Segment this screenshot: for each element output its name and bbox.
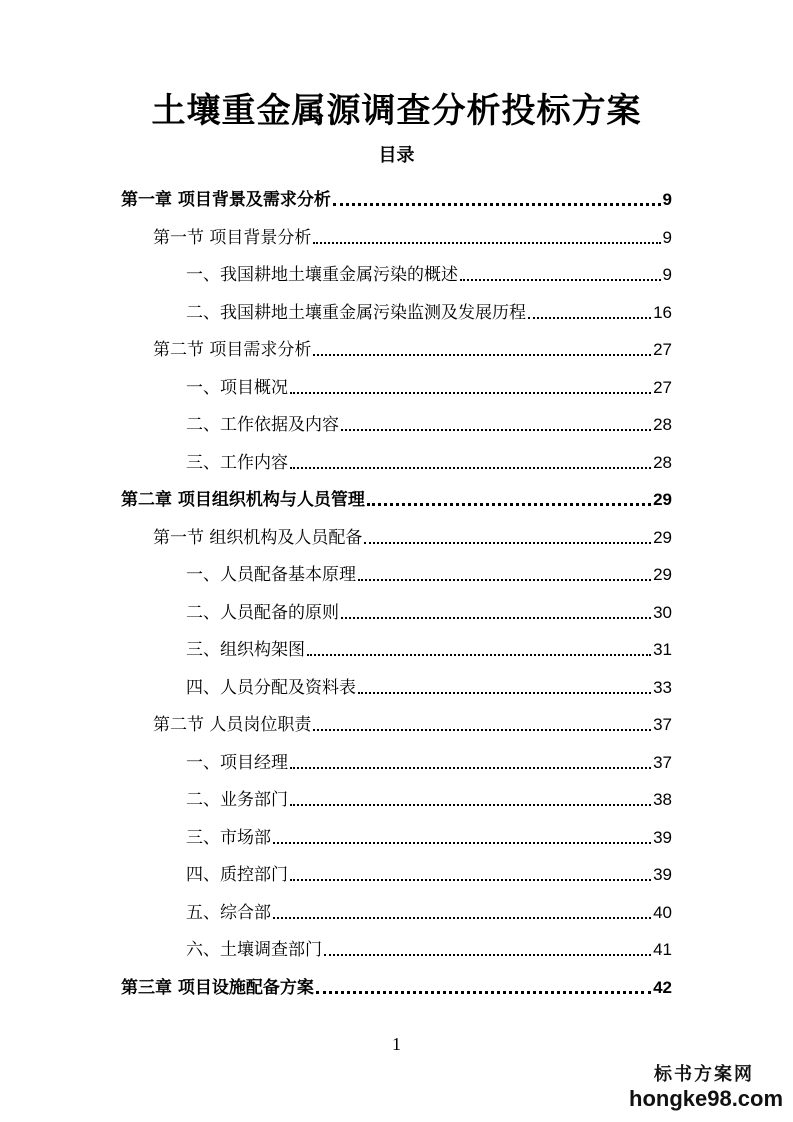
toc-entry-label: 第一节 组织机构及人员配备 <box>153 527 363 548</box>
toc-entry-label: 五、综合部 <box>186 902 271 923</box>
toc-entry-page-number: 30 <box>653 602 672 622</box>
toc-entry-page-number: 39 <box>653 827 672 847</box>
toc-entry-label: 四、人员分配及资料表 <box>186 677 356 698</box>
toc-dot-leader <box>358 692 651 694</box>
toc-entry-page-number: 9 <box>662 190 672 209</box>
toc-entry-item[interactable] <box>186 368 672 404</box>
toc-entry-item[interactable] <box>186 743 672 779</box>
toc-entry-label: 三、市场部 <box>186 827 271 848</box>
toc-dot-leader <box>324 954 651 956</box>
toc-entry-label: 二、业务部门 <box>186 790 288 810</box>
toc-dot-leader <box>313 242 660 244</box>
toc-dot-leader <box>307 654 651 656</box>
toc-entry-page-number: 40 <box>653 902 672 922</box>
toc-entry-label: 二、人员配备的原则 <box>186 602 339 623</box>
toc-entry-label: 第一章 项目背景及需求分析 <box>121 190 331 210</box>
toc-entry-section[interactable] <box>153 518 672 554</box>
toc-entry-page-number: 27 <box>653 340 672 359</box>
toc-entry-chapter[interactable] <box>121 180 672 216</box>
toc-entry-page-number: 38 <box>653 790 672 809</box>
toc-entry-label: 一、项目概况 <box>186 377 288 398</box>
toc-dot-leader <box>290 392 651 394</box>
toc-entry-label: 三、工作内容 <box>186 452 288 473</box>
toc-dot-leader <box>364 542 651 544</box>
watermark-url: hongke98.com <box>629 1086 784 1111</box>
toc-dot-leader <box>313 354 651 356</box>
toc-entry-page-number: 29 <box>653 490 672 509</box>
toc-entry-label: 第二章 项目组织机构与人员管理 <box>121 490 365 510</box>
toc-entry-item[interactable] <box>186 293 672 329</box>
toc-entry-label: 一、项目经理 <box>186 752 288 773</box>
toc-entry-label: 二、工作依据及内容 <box>186 415 339 435</box>
toc-entry-page-number: 41 <box>653 940 672 959</box>
toc-entry-label: 四、质控部门 <box>186 865 288 885</box>
toc-entry-item[interactable] <box>186 593 672 629</box>
toc-entry-item[interactable] <box>186 930 672 966</box>
toc-entry-page-number: 9 <box>662 265 672 284</box>
watermark-name: 标书方案网 <box>654 1064 754 1085</box>
toc-entry-item[interactable] <box>186 855 672 891</box>
document-title: 土壤重金属源调查分析投标方案 <box>151 91 642 131</box>
toc-dot-leader <box>313 729 651 731</box>
toc-entry-page-number: 37 <box>653 752 672 772</box>
watermark-logo <box>629 1064 784 1112</box>
toc-entry-label: 二、我国耕地土壤重金属污染监测及发展历程 <box>186 302 526 323</box>
toc-entry-chapter[interactable] <box>121 968 672 1004</box>
toc-dot-leader <box>290 767 651 769</box>
toc-entry-chapter[interactable] <box>121 480 672 516</box>
page-number: 1 <box>392 1034 401 1054</box>
toc-entry-page-number: 27 <box>653 377 672 397</box>
toc-entry-page-number: 37 <box>653 715 672 734</box>
toc-entry-page-number: 33 <box>653 677 672 697</box>
toc-entry-label: 第一节 项目背景分析 <box>153 227 312 248</box>
toc-dot-leader <box>460 279 661 281</box>
toc-entry-label: 一、人员配备基本原理 <box>186 565 356 585</box>
toc-dot-leader <box>273 842 651 844</box>
toc-entry-page-number: 29 <box>653 565 672 584</box>
toc-entry-item[interactable] <box>186 255 672 291</box>
toc-heading: 目录 <box>378 145 415 166</box>
toc-entry-item[interactable] <box>186 630 672 666</box>
toc-entry-item[interactable] <box>186 893 672 929</box>
toc-entry-page-number: 28 <box>653 452 672 472</box>
toc-entry-label: 六、土壤调查部门 <box>186 940 322 960</box>
toc-entry-label: 一、我国耕地土壤重金属污染的概述 <box>186 265 458 285</box>
toc-entry-section[interactable] <box>153 330 672 366</box>
toc-dot-leader <box>290 467 651 469</box>
toc-entry-page-number: 9 <box>662 227 672 247</box>
toc-dot-leader <box>333 203 661 206</box>
toc-dot-leader <box>341 617 651 619</box>
toc-entry-item[interactable] <box>186 443 672 479</box>
toc-dot-leader <box>358 579 651 581</box>
toc-entry-label: 第二节 人员岗位职责 <box>153 715 312 735</box>
toc-dot-leader <box>341 429 651 431</box>
toc-entry-page-number: 39 <box>653 865 672 884</box>
toc-dot-leader <box>273 917 651 919</box>
toc-entry-section[interactable] <box>153 218 672 254</box>
toc-dot-leader <box>290 879 651 881</box>
toc-entry-page-number: 28 <box>653 415 672 434</box>
toc-dot-leader <box>367 503 651 506</box>
toc-dot-leader <box>290 804 651 806</box>
toc-entry-page-number: 16 <box>653 302 672 322</box>
toc-entry-page-number: 31 <box>653 640 672 659</box>
toc-entry-item[interactable] <box>186 818 672 854</box>
toc-entry-section[interactable] <box>153 705 672 741</box>
toc-dot-leader <box>528 317 651 319</box>
toc-entry-label: 三、组织构架图 <box>186 640 305 660</box>
toc-entry-label: 第三章 项目设施配备方案 <box>121 977 314 998</box>
toc-entry-label: 第二节 项目需求分析 <box>153 340 312 360</box>
toc-dot-leader <box>316 991 651 994</box>
toc-entry-item[interactable] <box>186 668 672 704</box>
toc-entry-page-number: 42 <box>653 977 672 997</box>
toc-entry-item[interactable] <box>186 555 672 591</box>
toc-entry-item[interactable] <box>186 405 672 441</box>
toc-entry-page-number: 29 <box>653 527 672 547</box>
toc-entry-item[interactable] <box>186 780 672 816</box>
